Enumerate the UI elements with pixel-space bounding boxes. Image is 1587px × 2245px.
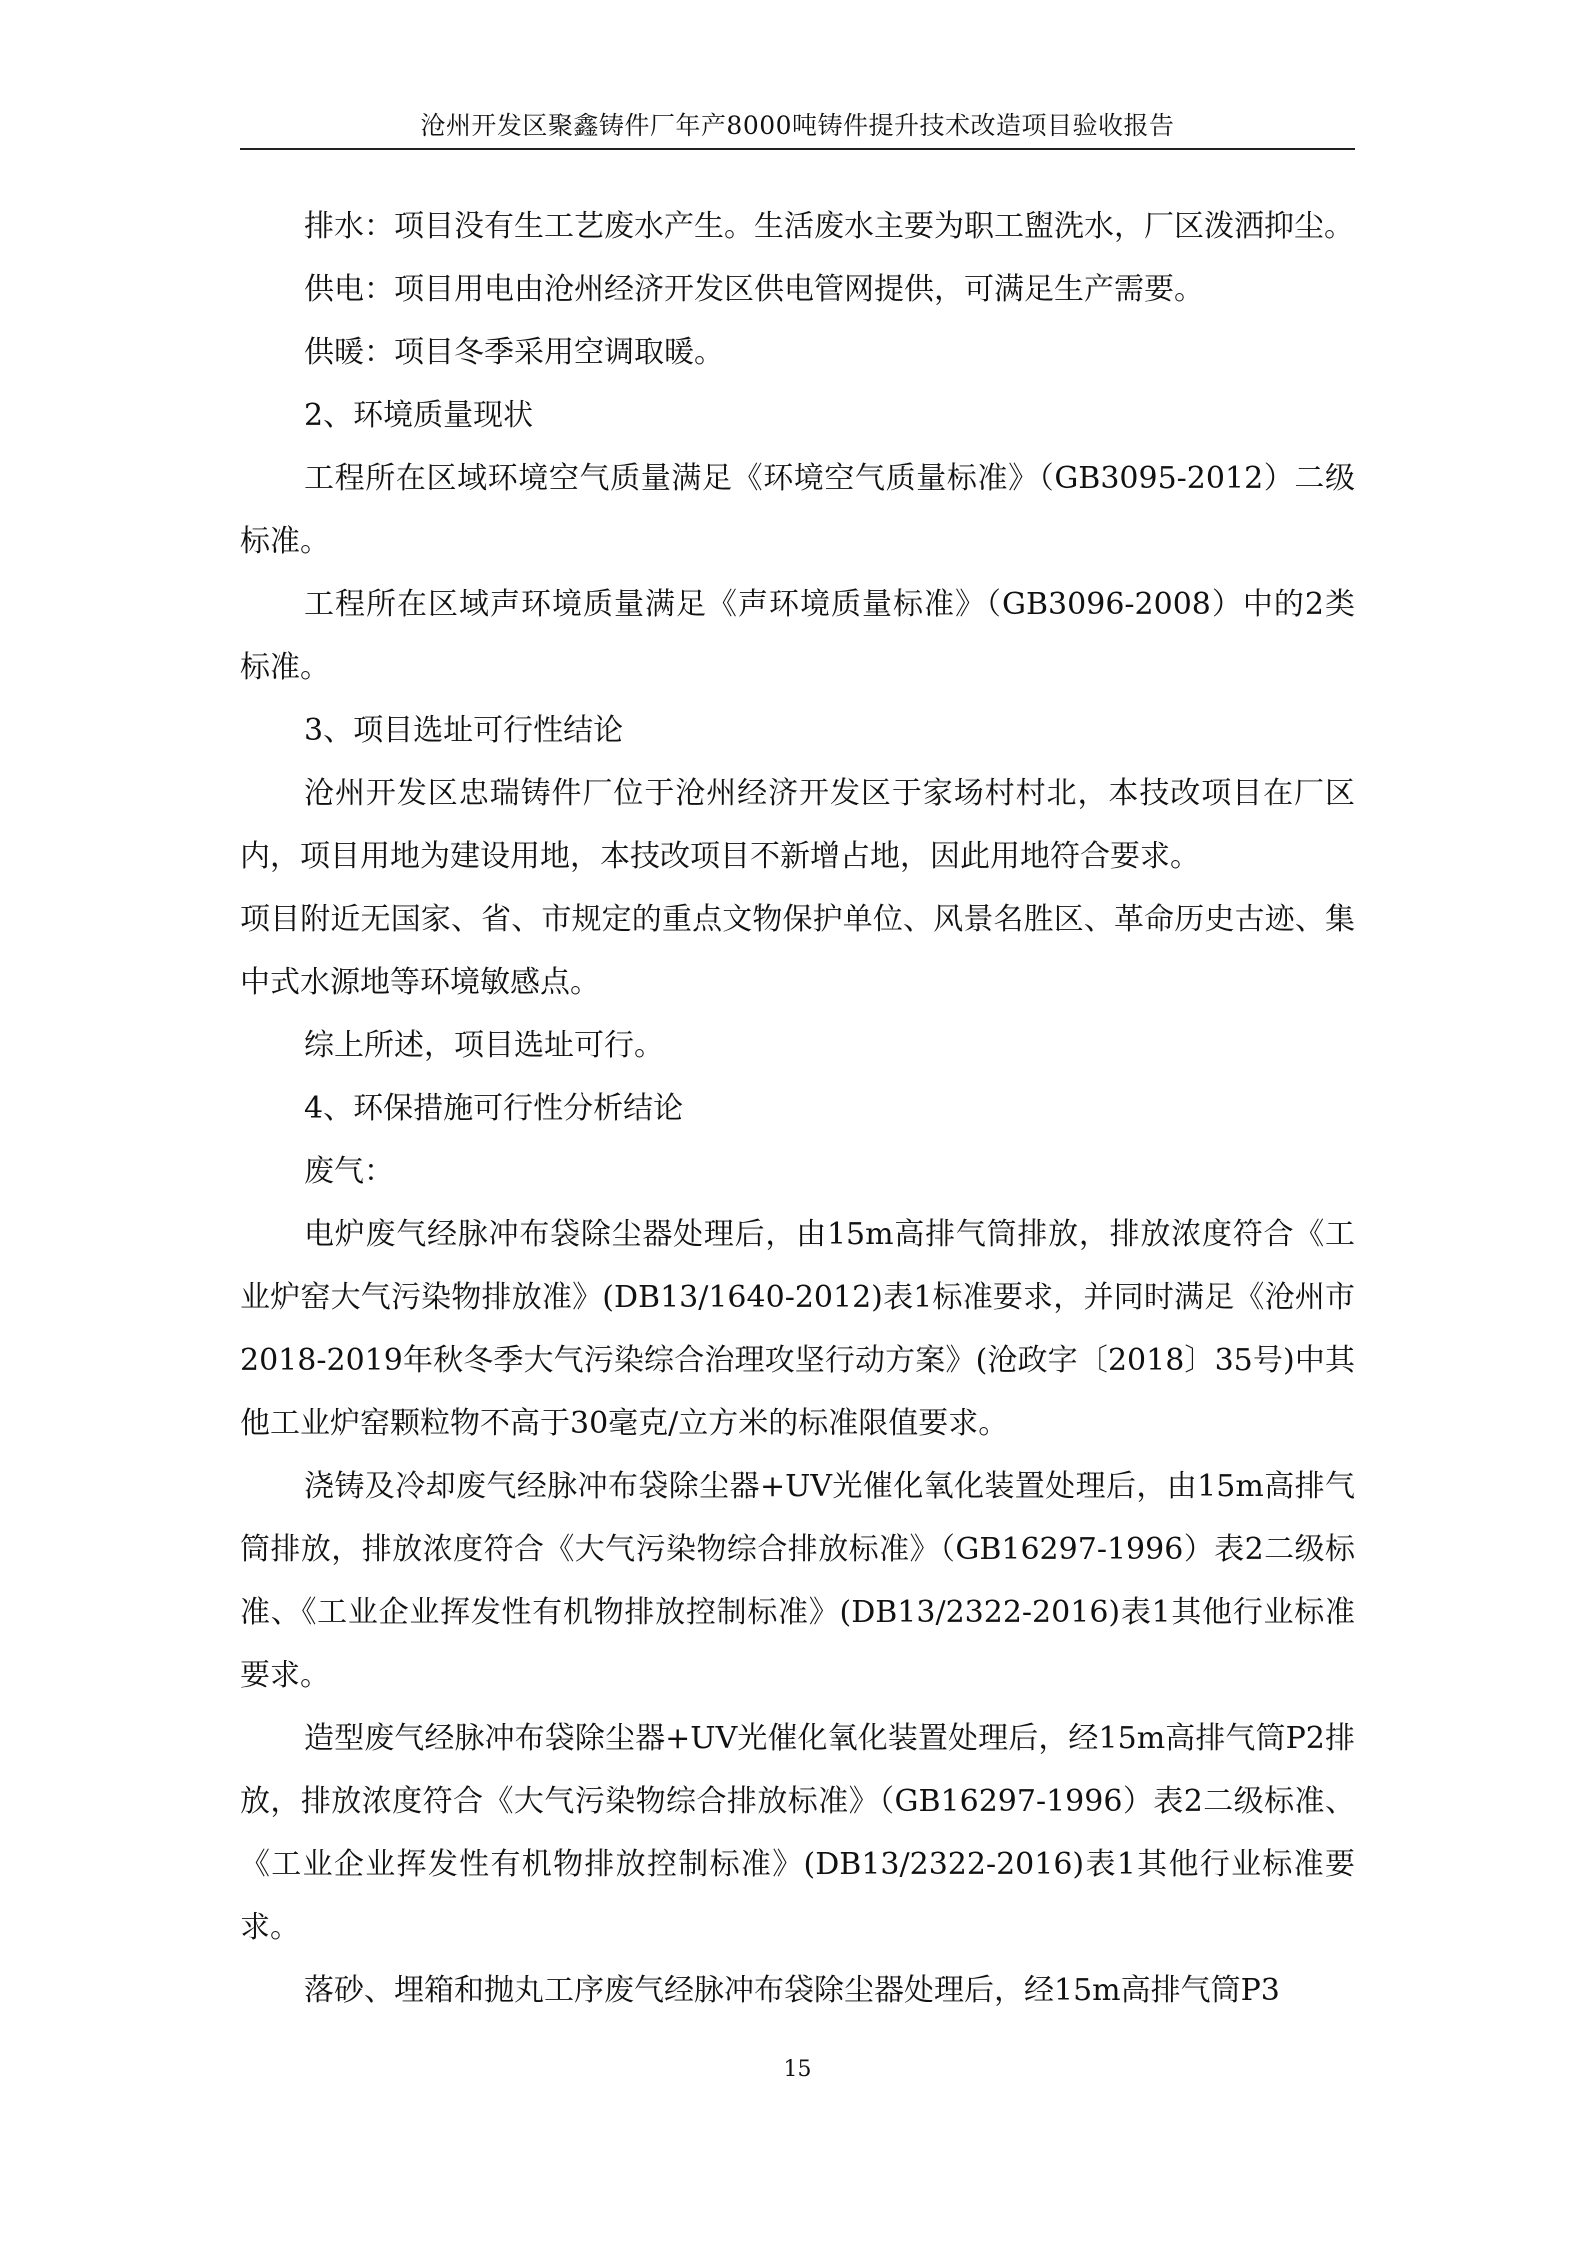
paragraph-power-supply: 供电：项目用电由沧州经济开发区供电管网提供，可满足生产需要。 (304, 272, 1204, 307)
section-heading-measures-feasibility: 4、环保措施可行性分析结论 (304, 1091, 684, 1126)
paragraph-sensitive-points: 项目附近无国家、省、市规定的重点文物保护单位、风景名胜区、革命历史古迹、集中式水源地等环境敏感点。 (240, 902, 1355, 1000)
running-header: 沧州开发区聚鑫铸件厂年产8000吨铸件提升技术改造项目验收报告 (420, 111, 1175, 140)
section-heading-environment-quality: 2、环境质量现状 (304, 398, 534, 433)
paragraph-shakeout-gas: 落砂、埋箱和抛丸工序废气经脉冲布袋除尘器处理后，经15m高排气筒P3 (304, 1973, 1280, 2008)
subheading-waste-gas: 废气： (304, 1154, 394, 1189)
paragraph-air-quality: 工程所在区域环境空气质量满足《环境空气质量标准》（GB3095-2012）二级标准。 (240, 461, 1355, 559)
page-number: 15 (783, 2057, 812, 2082)
paragraph-heating: 供暖：项目冬季采用空调取暖。 (304, 335, 724, 370)
document-body (240, 195, 1355, 2022)
paragraph-casting-gas: 浇铸及冷却废气经脉冲布袋除尘器+UV光催化氧化装置处理后，由15m高排气筒排放，排放浓度符合《大气污染物综合排放标准》（GB16297-1996）表2二级标准、《工业企业挥发性有机物排放控制标准》(DB13/2322-2016)表1其他行业标准要求。 (240, 1469, 1355, 1693)
paragraph-site-location: 沧州开发区忠瑞铸件厂位于沧州经济开发区于家场村村北，本技改项目在厂区内，项目用地为建设用地，本技改项目不新增占地，因此用地符合要求。 (240, 776, 1355, 874)
paragraph-noise-quality: 工程所在区域声环境质量满足《声环境质量标准》（GB3096-2008）中的2类标准。 (240, 587, 1355, 685)
paragraph-drainage: 排水：项目没有生工艺废水产生。生活废水主要为职工盥洗水，厂区泼洒抑尘。 (304, 209, 1354, 244)
paragraph-site-conclusion: 综上所述，项目选址可行。 (304, 1028, 664, 1063)
paragraph-furnace-gas: 电炉废气经脉冲布袋除尘器处理后，由15m高排气筒排放，排放浓度符合《工业炉窑大气污染物排放准》(DB13/1640-2012)表1标准要求，并同时满足《沧州市2018-2019年秋冬季大气污染综合治理攻坚行动方案》(沧政字〔2018〕35号)中其他工业炉窑颗粒物不高于30毫克/立方米的标准限值要求。 (240, 1217, 1355, 1441)
section-heading-site-feasibility: 3、项目选址可行性结论 (304, 713, 624, 748)
paragraph-molding-gas: 造型废气经脉冲布袋除尘器+UV光催化氧化装置处理后，经15m高排气筒P2排放，排放浓度符合《大气污染物综合排放标准》（GB16297-1996）表2二级标准、《工业企业挥发性有机物排放控制标准》(DB13/2322-2016)表1其他行业标准要求。 (240, 1721, 1355, 1945)
header-rule (240, 148, 1355, 150)
